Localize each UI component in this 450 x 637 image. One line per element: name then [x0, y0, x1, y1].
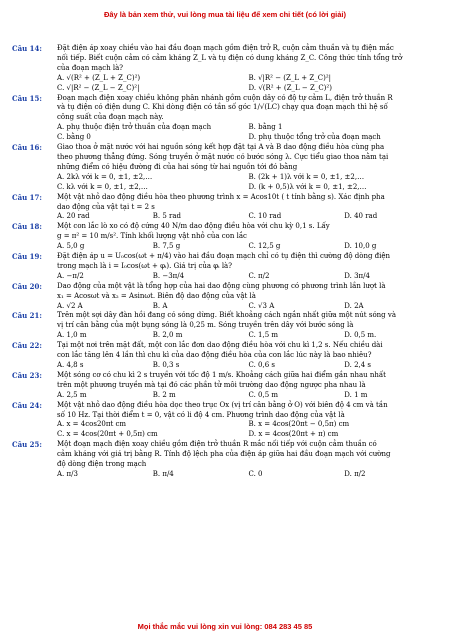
question-text-line: nối tiếp. Biết cuộn cảm có cảm kháng Z_L và tụ điện có dung kháng Z_C. Công thức tính tổng trở — [57, 53, 403, 62]
answer-row — [57, 272, 440, 282]
answer-row — [57, 212, 440, 222]
answer-row — [57, 420, 440, 430]
answer-option: B. 5 rad — [152, 212, 182, 221]
answer-option: A. 2,5 m — [57, 390, 87, 399]
answer-option: A. 1,0 m — [57, 331, 87, 340]
contact-footer: Mọi thắc mắc vui lòng xin vui lòng: 084 283 45 85 — [137, 622, 313, 631]
question-text-line: Đặt điện áp u = U₀cos(ωt + π/4) vào hai đầu đoạn mạch chỉ có tụ điện thì cường độ dòng điện — [57, 252, 391, 261]
answer-row — [57, 361, 440, 371]
question-number: Câu 22: — [12, 341, 42, 351]
answer-option: D. 0,5 m. — [344, 331, 377, 340]
answer-option: C. √|R² − (Z_L − Z_C)²| — [57, 83, 140, 92]
question-text-line: công suất của đoạn mạch này. — [57, 113, 164, 122]
question-number: Câu 17: — [12, 192, 42, 202]
question-text-line: dao động của vật tại t = 2 s — [57, 202, 155, 211]
answer-row — [57, 331, 440, 341]
answer-option: D. 10,0 g — [344, 242, 377, 251]
answer-row — [57, 84, 440, 94]
question-number: Câu 20: — [12, 281, 42, 291]
answer-row — [57, 173, 440, 183]
answer-option: B. x = 4cos(20πt − 0,5π) cm — [248, 420, 350, 429]
answer-option: B. 2 m — [152, 390, 176, 399]
answer-option: A. x = 4cos20πt cm — [57, 420, 127, 429]
question-list — [12, 44, 440, 480]
answer-row — [57, 302, 440, 312]
answer-option: C. bằng 0 — [57, 133, 91, 142]
answer-option: D. 2,4 s — [344, 361, 372, 369]
question-text-line: Một vật nhỏ dao động điều hòa theo phương trình x = Acos10t ( t tính bằng s). Xác định pha — [57, 192, 385, 201]
question-text-line: con lắc tăng lên 4 lần thì chu kì của dao động điều hòa của con lắc lúc này là bao nhiêu? — [57, 351, 372, 360]
question-number: Câu 19: — [12, 252, 42, 262]
answer-option: C. kλ với k = 0, ±1, ±2,… — [57, 182, 148, 191]
question-text-line: số 10 Hz. Tại thời điểm t = 0, vật có li độ 4 cm. Phương trình dao động của vật là — [57, 410, 345, 419]
answer-option: D. (k + 0,5)λ với k = 0, ±1, ±2,… — [248, 182, 367, 191]
answer-row — [57, 430, 440, 440]
answer-option: C. x = 4cos(20πt + 0,5π) cm — [57, 430, 158, 439]
question-text-line: vị trí cân bằng của một bụng sóng là 0,25 m. Sóng truyền trên dây với bước sóng là — [57, 321, 354, 330]
question-24 — [12, 401, 440, 441]
answer-option: D. x = 4cos(20πt + π) cm — [248, 430, 339, 439]
answer-option: D. 2A — [344, 301, 364, 310]
answer-option: C. 12,5 g — [248, 242, 281, 251]
question-22 — [12, 341, 440, 371]
question-number: Câu 18: — [12, 222, 42, 232]
question-text-line: Đặt điện áp xoay chiều vào hai đầu đoạn mạch gồm điện trở R, cuộn cảm thuần và tụ điện mắc — [57, 44, 394, 52]
question-text-line: của đoạn mạch là? — [57, 63, 124, 72]
question-text-line: Một con lắc lò xo có độ cứng 40 N/m dao động điều hòa với chu kỳ 0,1 s. Lấy — [57, 222, 330, 231]
answer-row — [57, 123, 440, 133]
question-number: Câu 16: — [12, 143, 42, 153]
answer-option: D. π/2 — [344, 469, 366, 478]
answer-option: C. 10 rad — [248, 212, 282, 221]
answer-option: A. phụ thuộc điện trở thuần của đoạn mạch — [57, 123, 212, 132]
answer-option: C. π/2 — [248, 271, 270, 280]
question-text-line: độ dòng điện trong mạch — [57, 460, 147, 469]
answer-option: A. 20 rad — [57, 212, 90, 221]
question-text-line: và tụ điện có điện dung C. Khi dòng điện có tần số góc 1/√(LC) chạy qua đoạn mạch thì hệ số — [57, 103, 388, 112]
question-text-line: theo phương thẳng đứng. Sóng truyền ở mặt nước có bước sóng λ. Cực tiểu giao thoa nằm tại — [57, 152, 389, 161]
question-number: Câu 21: — [12, 311, 42, 321]
answer-option: B. π/4 — [152, 469, 174, 478]
question-number: Câu 14: — [12, 44, 42, 53]
question-text-line: trong mạch là i = I₀cos(ωt + φᵢ). Giá trị của φᵢ là? — [57, 261, 232, 270]
answer-option: C. 0,5 m — [248, 390, 279, 399]
question-text-line: trên một phương truyền mà tại đó các phần tử môi trường dao động ngược pha nhau là — [57, 380, 366, 389]
question-20 — [12, 282, 440, 312]
preview-banner: Đây là bản xem thử, vui lòng mua tài liệu để xem chi tiết (có lời giải) — [103, 10, 347, 19]
answer-option: C. 0,6 s — [248, 361, 276, 369]
question-number: Câu 15: — [12, 93, 42, 103]
question-text-line: Một sóng cơ có chu kì 2 s truyền với tốc độ 1 m/s. Khoảng cách giữa hai điểm gần nhau nhất — [57, 370, 386, 379]
answer-option: B. −3π/4 — [152, 271, 185, 280]
question-text-line: x₁ = Acosωt và x₂ = Asinωt. Biên độ dao động của vật là — [57, 291, 256, 300]
answer-option: C. 0 — [248, 469, 263, 478]
answer-option: D. phụ thuộc tổng trở của đoạn mạch — [248, 133, 381, 142]
question-text-line: Một đoạn mạch điện xoay chiều gồm điện trở thuần R mắc nối tiếp với cuộn cảm thuần có — [57, 440, 377, 449]
answer-option: A. 4,8 s — [57, 361, 84, 369]
question-text-line: Một vật nhỏ dao động điều hòa dọc theo trục Ox (vị trí cân bằng ở O) với biên độ 4 cm và tần — [57, 400, 388, 409]
answer-option: D. 40 rad — [344, 212, 378, 221]
answer-option: B. bằng 1 — [248, 123, 283, 132]
answer-option: B. 2,0 m — [152, 331, 183, 340]
answer-option: C. √3 A — [248, 301, 275, 310]
question-text-line: Trên một sợi dây đàn hồi đang có sóng dừng. Biết khoảng cách ngắn nhất giữa một nút sóng và — [57, 311, 396, 320]
answer-option: D. 1 m — [344, 390, 368, 399]
question-14 — [12, 44, 440, 94]
answer-option: A. −π/2 — [57, 271, 84, 280]
question-text-line: cảm kháng với giá trị bằng R. Tính độ lệch pha của điện áp giữa hai đầu đoạn mạch với cường — [57, 450, 391, 459]
answer-row — [57, 391, 440, 401]
answer-option: A. √2 A — [57, 301, 83, 310]
question-text-line: g = π² = 10 m/s². Tính khối lượng vật nhỏ của con lắc — [57, 232, 247, 241]
answer-option: A. 5,0 g — [57, 242, 85, 251]
answer-row — [57, 183, 440, 193]
answer-row — [57, 74, 440, 84]
answer-option: B. √|R² − (Z_L + Z_C)²| — [248, 73, 331, 82]
answer-option: A. √(R² + (Z_L + Z_C)²) — [57, 73, 141, 82]
answer-option: C. 1,5 m — [248, 331, 279, 340]
answer-option: B. 7,5 g — [152, 242, 181, 251]
answer-row — [57, 133, 440, 143]
answer-option: B. 0,3 s — [152, 361, 180, 369]
answer-option: B. (2k + 1)λ với k = 0, ±1, ±2,… — [248, 172, 365, 181]
question-text-line: Dao động của một vật là tổng hợp của hai dao động cùng phương có phương trình lần lượt là — [57, 281, 386, 290]
question-18 — [12, 222, 440, 252]
answer-option: A. 2kλ với k = 0, ±1, ±2,… — [57, 172, 153, 181]
question-17 — [12, 193, 440, 223]
question-16 — [12, 143, 440, 193]
question-text-line: những điểm có hiệu đường đi của hai sóng từ hai nguồn tới đó bằng — [57, 162, 298, 171]
answer-option: B. A — [152, 301, 168, 310]
question-number: Câu 23: — [12, 370, 42, 380]
question-25 — [12, 440, 440, 480]
question-19 — [12, 252, 440, 282]
answer-option: D. √(R² + (Z_L − Z_C)²) — [248, 83, 332, 92]
answer-row — [57, 470, 440, 480]
question-23 — [12, 371, 440, 401]
question-15 — [12, 94, 440, 144]
question-number: Câu 24: — [12, 400, 42, 410]
answer-option: D. 3π/4 — [344, 271, 370, 280]
answer-option: A. π/3 — [57, 469, 78, 478]
question-text-line: Giao thoa ở mặt nước với hai nguồn sóng kết hợp đặt tại A và B dao động điều hòa cùng pha — [57, 143, 385, 152]
question-21 — [12, 311, 440, 341]
question-number: Câu 25: — [12, 440, 42, 450]
question-text-line: Tại một nơi trên mặt đất, một con lắc đơn dao động điều hòa với chu kì 1,2 s. Nếu chiều dài — [57, 341, 383, 350]
question-text-line: Đoạn mạch điện xoay chiều không phân nhánh gồm cuộn dây có độ tự cảm L, điện trở thuần R — [57, 93, 393, 102]
answer-row — [57, 242, 440, 252]
